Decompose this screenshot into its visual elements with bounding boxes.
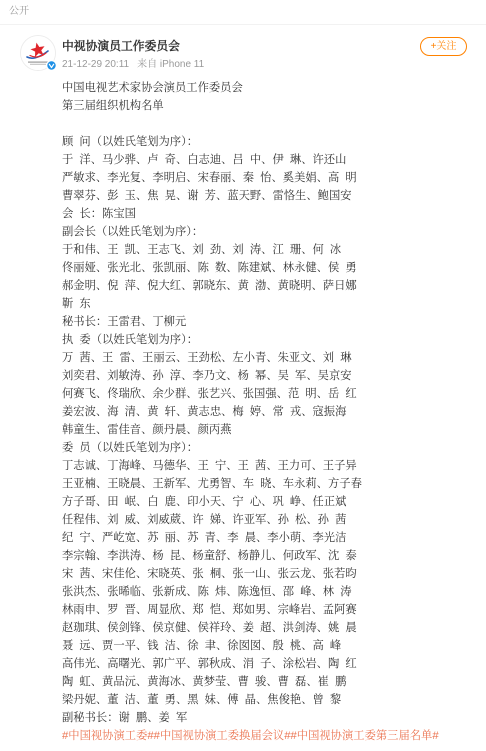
roster-line: 郝金明、倪 萍、倪大红、郭晓东、黄 渤、黄晓明、萨日娜 [62,280,357,292]
paragraph-gap [62,115,472,133]
roster-line: 陶 虹、黄品沅、黄海冰、黄梦莹、曹 骏、曹 磊、崔 鹏 [62,676,347,688]
visibility-bar [0,0,486,25]
roster-line: 王亚楠、王晓晨、王新军、尤勇智、车 晓、车永莉、方子春 [62,478,362,490]
roster-line: 高伟光、高曙光、郭广平、郭秋成、涓 子、涂松岩、陶 红 [62,658,357,670]
topic-tag[interactable]: #中国视协演工委第三届名单# [290,730,439,742]
post-title-line: 第三届组织机构名单 [62,100,164,112]
roster-line: 于和伟、王 凯、王志飞、刘 劲、刘 涛、江 珊、何 冰 [62,244,342,256]
roster-line: 会 长：陈宝国 [62,208,136,220]
follow-button[interactable]: +关注 [420,37,467,56]
roster-block [62,133,472,727]
post-source: 来自 iPhone 11 [137,59,205,70]
roster-line: 严敏求、李光复、李明启、宋春丽、秦 怡、奚美娟、高 明 [62,172,357,184]
verified-badge-icon [46,60,57,71]
roster-line: 张洪杰、张晞临、张新成、陈 炜、陈逸恒、邵 峰、林 涛 [62,586,352,598]
roster-line: 秘书长：王雷君、丁柳元 [62,316,187,328]
topic-tag[interactable]: #中国视协演工委换届会议# [153,730,291,742]
topic-tag[interactable]: #中国视协演工委# [62,730,154,742]
roster-line: 纪 宁、严屹宽、苏 丽、苏 青、李 晨、李小萌、李光洁 [62,532,347,544]
visibility-label: 公开 [9,6,29,17]
roster-line: 顾 问（以姓氏笔划为序）： [62,136,199,148]
roster-line: 韩童生、雷佳音、颜丹晨、颜丙燕 [62,424,232,436]
post-content [62,79,472,745]
roster-line: 委 员（以姓氏笔划为序）： [62,442,199,454]
roster-line: 佟丽娅、张光北、张凯丽、陈 数、陈建斌、林永健、侯 勇 [62,262,357,274]
post-title-line: 中国电视艺术家协会演员工作委员会 [62,82,243,94]
roster-line: 何赛飞、佟瑞欣、余少群、张艺兴、张国强、范 明、岳 红 [62,388,357,400]
roster-line: 任程伟、刘 威、刘威葳、许 娣、许亚军、孙 松、孙 茜 [62,514,347,526]
roster-line: 方子哥、田 岷、白 鹿、印小天、宁 心、巩 峥、任正斌 [62,496,347,508]
author-name[interactable]: 中视协演员工作委员会 [62,39,180,53]
roster-line: 梁丹妮、董 洁、董 勇、黑 妹、傅 晶、焦俊艳、曾 黎 [62,694,342,706]
post-title-block [62,79,472,115]
roster-line: 李宗翰、李洪涛、杨 昆、杨童舒、杨静儿、何政军、沈 泰 [62,550,357,562]
roster-line: 执 委（以姓氏笔划为序）： [62,334,199,346]
roster-line: 副秘书长：谢 鹏、姜 军 [62,712,188,724]
roster-line: 姜宏波、海 清、黄 轩、黄志忠、梅 婷、常 戎、寇振海 [62,406,347,418]
roster-line: 于 洋、马少骅、卢 奇、白志迪、吕 中、伊 琳、许还山 [62,154,347,166]
roster-line: 宋 茜、宋佳伦、宋晓英、张 桐、张一山、张云龙、张若昀 [62,568,357,580]
roster-line: 林雨申、罗 晋、周显欣、郑 恺、郑如男、宗峰岩、孟阿赛 [62,604,357,616]
roster-line: 万 茜、王 雷、王丽云、王劲松、左小青、朱亚文、刘 琳 [62,352,352,364]
post-time[interactable]: 21-12-29 20:11 [62,59,130,70]
topic-tags [62,727,472,745]
roster-line: 靳 东 [62,298,91,310]
roster-line: 丁志诚、丁海峰、马德华、王 宁、王 茜、王力可、王子异 [62,460,357,472]
roster-line: 副会长（以姓氏笔划为序）： [62,226,204,238]
roster-line: 赵珈琪、侯剑锋、侯京健、侯祥玲、姜 超、洪剑涛、姚 晨 [62,622,357,634]
roster-line: 刘奕君、刘敏涛、孙 淳、李乃文、杨 幂、吴 军、吴京安 [62,370,352,382]
roster-line: 聂 远、贾一平、钱 洁、徐 聿、徐囡囡、殷 桃、高 峰 [62,640,342,652]
roster-line: 曹翠芬、彭 玉、焦 晃、谢 芳、蓝天野、雷恪生、鲍国安 [62,190,352,202]
post-meta [62,59,204,71]
